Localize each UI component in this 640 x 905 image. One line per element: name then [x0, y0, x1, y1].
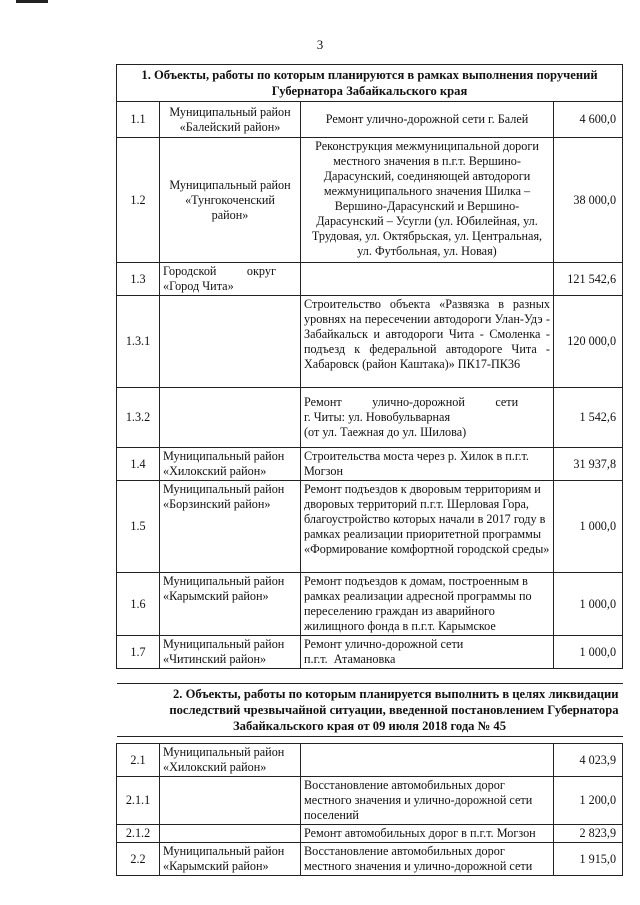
description: [301, 388, 554, 448]
municipality: [160, 138, 301, 263]
table-row: [117, 388, 623, 448]
section-2-header: [117, 684, 623, 737]
row-number: 1.7: [117, 636, 160, 669]
amount: 38 000,0: [554, 138, 623, 263]
description-line: Ремонт улично-дорожной сети: [304, 395, 519, 409]
description: Ремонт подъездов к дворовым территориям и дворовых территорий п.г.т. Шерловая Гора, благоустройство которых начали в 2017 году в рамках реализации приоритетной программы «Формирование комфортной городской среды»: [301, 481, 554, 573]
municipality-line: «Город Чита»: [163, 279, 234, 293]
municipality: [160, 636, 301, 669]
table-row: [117, 777, 623, 825]
row-number: 2.1.1: [117, 777, 160, 825]
municipality-line: Муниципальный район: [169, 104, 291, 119]
row-number: 1.1: [117, 102, 160, 138]
municipality: [160, 573, 301, 636]
amount: 1 542,6: [554, 388, 623, 448]
municipality: [160, 448, 301, 481]
municipality-line: Городской округ: [163, 264, 276, 278]
table-gap: [117, 737, 623, 744]
municipality: [160, 843, 301, 876]
description-line: (от ул. Таежная до ул. Шилова): [304, 425, 467, 439]
table-row: [117, 825, 623, 843]
municipality: [160, 388, 301, 448]
row-number: 2.2: [117, 843, 160, 876]
description-line: п.г.т. Атамановка: [304, 652, 396, 666]
description: Строительство объекта «Развязка в разных уровнях на пересечении автодороги Улан-Удэ - Забайкальск и автодороги Чита - Смоленка - подъезд к федеральной автодороге Чита - Хабаровск (район Каштака)» ПК17-ПК36: [301, 296, 554, 388]
description-line: Ремонт улично-дорожной сети: [304, 637, 464, 651]
amount: 4 600,0: [554, 102, 623, 138]
municipality-line: Муниципальный район: [163, 844, 285, 858]
row-number: 1.5: [117, 481, 160, 573]
table-row: [117, 263, 623, 296]
description: Восстановление автомобильных дорог местного значения и улично-дорожной сети поселений: [301, 777, 554, 825]
municipality-line: «Карымский район»: [163, 589, 269, 603]
section-2-title-line1: 2. Объекты, работы по которым планируется выполнить в целях ликвидации: [172, 687, 619, 701]
municipality: [160, 102, 301, 138]
table-row: [117, 102, 623, 138]
description-line: г. Читы: ул. Новобульварная: [304, 410, 451, 424]
municipality-line: «Борзинский район»: [163, 497, 271, 511]
amount: 121 542,6: [554, 263, 623, 296]
amount: 120 000,0: [554, 296, 623, 388]
description: [301, 744, 554, 777]
municipality-line: Муниципальный район: [163, 637, 285, 651]
municipality-line: «Читинский район»: [163, 652, 267, 666]
table-row: [117, 138, 623, 263]
description: [301, 263, 554, 296]
amount: 1 915,0: [554, 843, 623, 876]
table-row: [117, 573, 623, 636]
section-1-title-line1: 1. Объекты, работы по которым планируются в рамках выполнения поручений: [141, 68, 598, 82]
amount: 1 000,0: [554, 573, 623, 636]
section-1-title-line2: Губернатора Забайкальского края: [271, 84, 468, 98]
row-number: 1.6: [117, 573, 160, 636]
description: Ремонт улично-дорожной сети г. Балей: [301, 102, 554, 138]
amount: 2 823,9: [554, 825, 623, 843]
municipality-line: Муниципальный район: [163, 745, 285, 759]
municipality-line: «Хилокский район»: [163, 760, 267, 774]
row-number: 1.4: [117, 448, 160, 481]
municipality-line: «Хилокский район»: [163, 464, 267, 478]
municipality-line: Муниципальный район: [163, 482, 285, 496]
section-2-title-line2: последствий чрезвычайной ситуации, введенной постановлением Губернатора: [169, 703, 619, 717]
objects-table: [116, 64, 623, 876]
row-number: 2.1.2: [117, 825, 160, 843]
table-row: [117, 448, 623, 481]
table-row: [117, 636, 623, 669]
municipality-line: «Карымский район»: [163, 859, 269, 873]
table-row: [117, 744, 623, 777]
description: Ремонт автомобильных дорог в п.г.т. Могзон: [301, 825, 554, 843]
amount: 4 023,9: [554, 744, 623, 777]
municipality-line: Муниципальный район: [163, 574, 285, 588]
page-number: 3: [316, 37, 324, 52]
municipality: [160, 263, 301, 296]
description: Реконструкция межмуниципальной дороги местного значения в п.г.т. Вершино-Дарасунский, соединяющей автодороги межмуниципального значения Шилка – Вершино-Дарасунский и Вершино-Дарасунский – Усугли (ул. Юбилейная, ул. Трудовая, ул. Октябрьская, ул. Центральная, ул. Футбольная, ул. Новая): [301, 138, 554, 263]
municipality: [160, 481, 301, 573]
municipality-line: «Тунгокоченский: [185, 192, 275, 207]
table-row: [117, 843, 623, 876]
row-number: 1.3.1: [117, 296, 160, 388]
municipality: [160, 296, 301, 388]
municipality: [160, 777, 301, 825]
table-row: [117, 296, 623, 388]
municipality: [160, 744, 301, 777]
amount: 31 937,8: [554, 448, 623, 481]
row-number: 2.1: [117, 744, 160, 777]
description: [301, 636, 554, 669]
amount: 1 000,0: [554, 636, 623, 669]
municipality-line: Муниципальный район: [163, 449, 285, 463]
row-number: 1.3: [117, 263, 160, 296]
row-number: 1.2: [117, 138, 160, 263]
amount: 1 000,0: [554, 481, 623, 573]
table-row: [117, 481, 623, 573]
amount: 1 200,0: [554, 777, 623, 825]
section-2-title-line3: Забайкальского края от 09 июля 2018 года № 45: [233, 719, 507, 733]
description: Ремонт подъездов к домам, построенным в рамках реализации адресной программы по переселению граждан из аварийного жилищного фонда в п.г.т. Карымское: [301, 573, 554, 636]
top-edge-mark: [16, 0, 48, 3]
municipality-line: район»: [211, 207, 249, 222]
description: Строительства моста через р. Хилок в п.г.т. Могзон: [301, 448, 554, 481]
row-number: 1.3.2: [117, 388, 160, 448]
municipality-line: «Балейский район»: [179, 119, 281, 134]
section-1-header: [117, 65, 623, 102]
description: Восстановление автомобильных дорог местного значения и улично-дорожной сети: [301, 843, 554, 876]
table-gap: [117, 669, 623, 684]
municipality: [160, 825, 301, 843]
municipality-line: Муниципальный район: [169, 177, 291, 192]
